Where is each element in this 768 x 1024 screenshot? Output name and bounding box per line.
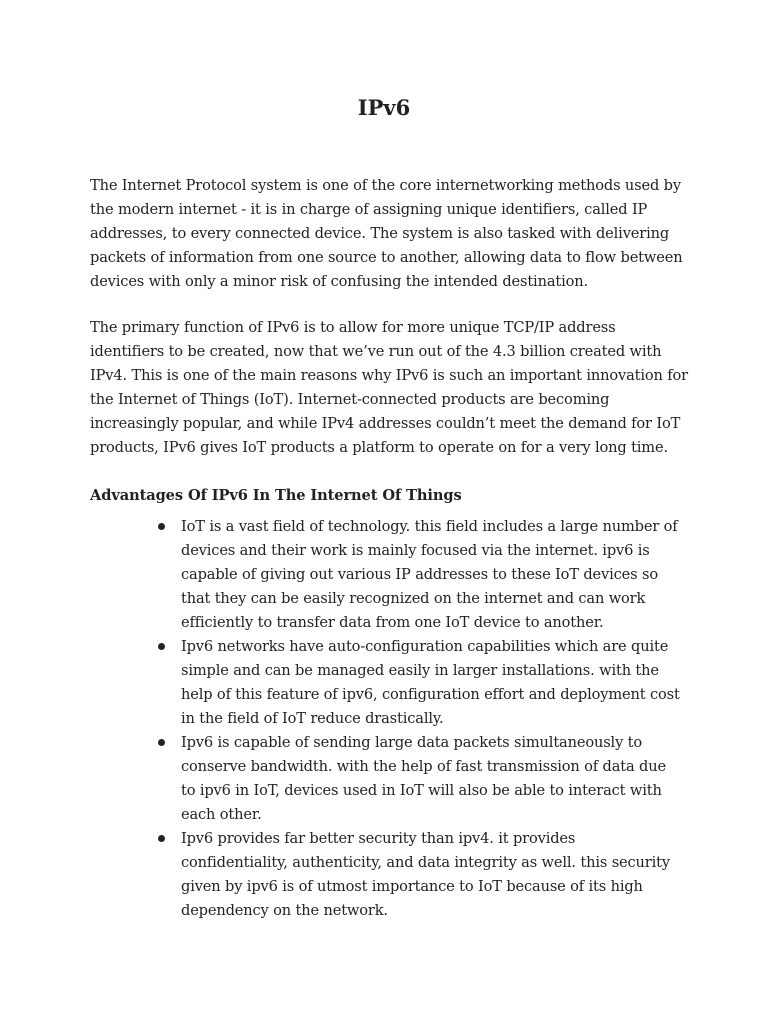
intro-paragraph: The Internet Protocol system is one of the core internetworking methods used by the modern internet - it is in charge of assigning unique identifiers, called IP addresses, to every connected device. The system is also tasked with delivering packets of information from one source to another, allowing data to flow between devices with only a minor risk of confusing the intended destination.: [90, 177, 683, 290]
list-item-text: Ipv6 provides far better security than ipv4. it provides confidentiality, authenticity, and data integrity as well. this security given by ipv6 is of utmost importance to IoT because of its high dependency on the network.: [181, 830, 670, 919]
list-item: [181, 731, 681, 827]
bullet-icon: [158, 835, 165, 842]
ipv6-function-paragraph: The primary function of IPv6 is to allow for more unique TCP/IP address identifiers to be created, now that we’ve run out of the 4.3 billion created with IPv4. This is one of the main reasons why IPv6 is such an important innovation for the Internet of Things (IoT). Internet-connected products are becoming increasingly popular, and while IPv4 addresses couldn’t meet the demand for IoT products, IPv6 gives IoT products a platform to operate on for a very long time.: [90, 319, 688, 456]
section-heading: Advantages Of IPv6 In The Internet Of Things: [90, 487, 462, 504]
list-item-text: Ipv6 networks have auto-configuration capabilities which are quite simple and can be managed easily in larger installations. with the help of this feature of ipv6, configuration effort and deployment cost in the field of IoT reduce drastically.: [181, 638, 680, 727]
list-item: [181, 515, 681, 635]
list-item-text: Ipv6 is capable of sending large data packets simultaneously to conserve bandwidth. with the help of fast transmission of data due to ipv6 in IoT, devices used in IoT will also be able to interact with each other.: [181, 734, 666, 823]
list-item: [181, 635, 681, 731]
advantages-list: [181, 515, 681, 923]
page-title: IPv6: [357, 95, 411, 120]
list-item-text: IoT is a vast field of technology. this field includes a large number of devices and their work is mainly focused via the internet. ipv6 is capable of giving out various IP addresses to these IoT devices so that they can be easily recognized on the internet and can work efficiently to transfer data from one IoT device to another.: [181, 518, 678, 631]
list-item: [181, 827, 681, 923]
bullet-icon: [158, 739, 165, 746]
bullet-icon: [158, 643, 165, 650]
bullet-icon: [158, 523, 165, 530]
